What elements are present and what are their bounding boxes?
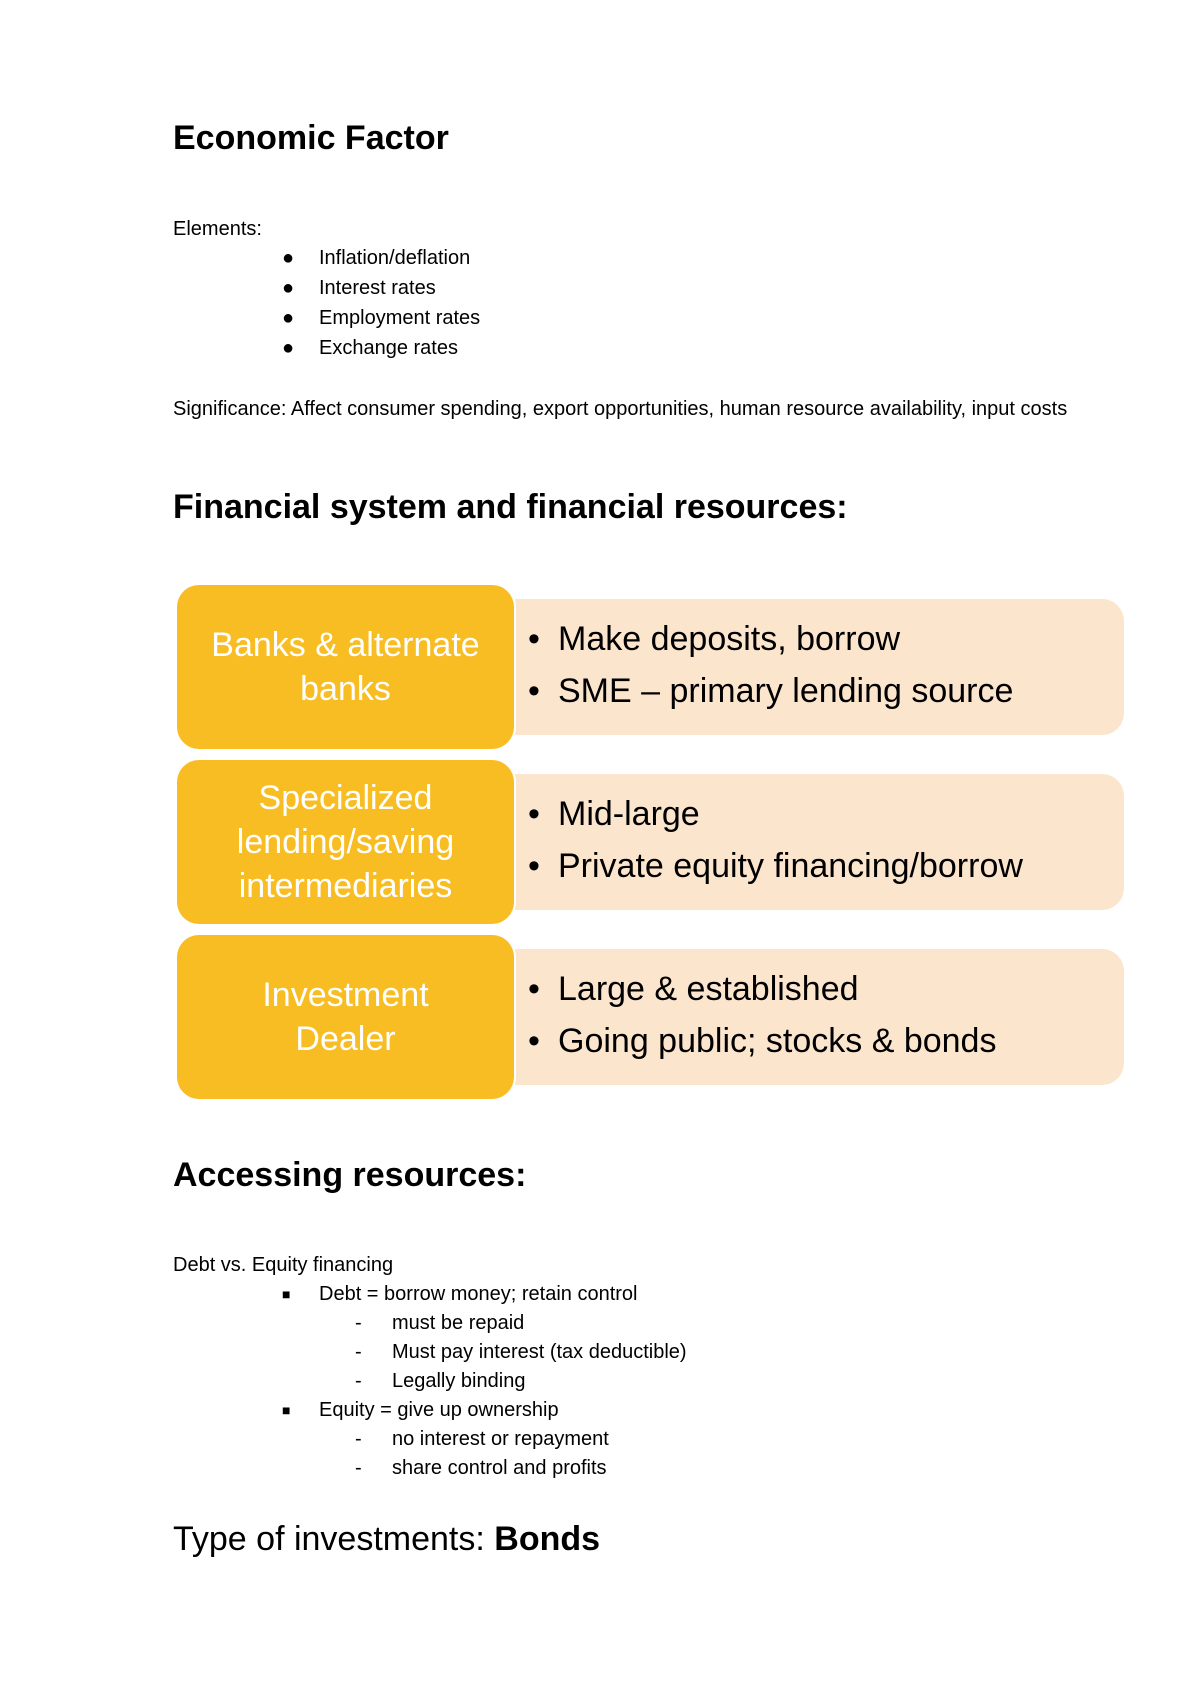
list-item-text: Legally binding: [392, 1370, 526, 1392]
list-item-text: Mid-large: [558, 795, 700, 833]
financing-intro: Debt vs. Equity financing: [173, 1254, 394, 1276]
list-item-text: must be repaid: [392, 1312, 525, 1334]
equity-item: [282, 1395, 559, 1425]
bullet-icon: ●: [282, 307, 295, 329]
bullet-icon: •: [528, 620, 540, 658]
list-item-text: Make deposits, borrow: [558, 620, 901, 658]
dash-bullet-icon: -: [355, 1457, 362, 1479]
investments-heading: [173, 1520, 600, 1559]
list-item-text: Going public; stocks & bonds: [558, 1022, 997, 1060]
bullet-icon: •: [528, 847, 540, 885]
list-item: [355, 1366, 526, 1396]
dash-bullet-icon: -: [355, 1341, 362, 1363]
list-item: [528, 1015, 996, 1067]
row-1-label-box: [177, 585, 514, 749]
list-item: [282, 273, 480, 303]
list-item-text: Large & established: [558, 970, 859, 1008]
economic-factor-heading: Economic Factor: [173, 119, 449, 157]
square-bullet-icon: ■: [282, 1402, 291, 1418]
row-3-label-box: [177, 935, 514, 1099]
row-2-label: Specialized lending/saving intermediaries: [236, 779, 455, 905]
list-item-text: Employment rates: [319, 307, 481, 329]
accessing-resources-heading: Accessing resources:: [173, 1156, 527, 1194]
bullet-icon: ●: [282, 337, 295, 359]
row-1-label: Banks & alternate banks: [211, 626, 480, 708]
list-item: [355, 1453, 607, 1483]
row-3-items: [528, 963, 996, 1067]
list-item: [528, 788, 1023, 840]
list-item-text: Inflation/deflation: [319, 247, 471, 269]
list-item-text: no interest or repayment: [392, 1428, 609, 1450]
list-item-text: Exchange rates: [319, 337, 458, 359]
list-item: [282, 303, 481, 333]
list-item-text: Interest rates: [319, 277, 436, 299]
list-item: [282, 333, 480, 363]
list-item-text: Private equity financing/borrow: [558, 847, 1023, 885]
list-item-text: SME – primary lending source: [558, 672, 1014, 710]
investments-prefix: Type of investments:: [173, 1520, 495, 1558]
investments-emphasis: Bonds: [494, 1520, 601, 1558]
list-item: [282, 243, 480, 273]
list-item: [528, 840, 1023, 892]
elements-label: Elements:: [173, 218, 262, 240]
list-item: [528, 665, 1013, 717]
list-item-text: Must pay interest (tax deductible): [392, 1341, 687, 1363]
row-1-items: [528, 613, 1013, 717]
bullet-icon: ●: [282, 277, 295, 299]
bullet-icon: ●: [282, 247, 295, 269]
bullet-icon: •: [528, 1022, 540, 1060]
list-item: [355, 1337, 687, 1367]
list-item: [355, 1424, 609, 1454]
row-3-label: Investment Dealer: [262, 976, 429, 1058]
row-2-label-box: [177, 760, 514, 924]
dash-bullet-icon: -: [355, 1370, 362, 1392]
list-item: [355, 1308, 525, 1338]
bullet-icon: •: [528, 970, 540, 1008]
list-item: [528, 613, 1013, 665]
financial-system-heading: Financial system and financial resources:: [173, 488, 848, 526]
significance-paragraph: Significance: Affect consumer spending, export opportunities, human resource availability, input costs: [173, 398, 1068, 420]
dash-bullet-icon: -: [355, 1428, 362, 1450]
debt-text: Debt = borrow money; retain control: [319, 1283, 638, 1305]
row-2-items: [528, 788, 1023, 892]
list-item-text: share control and profits: [392, 1457, 607, 1479]
equity-text: Equity = give up ownership: [319, 1399, 559, 1421]
elements-list: [282, 243, 481, 363]
bullet-icon: •: [528, 795, 540, 833]
square-bullet-icon: ■: [282, 1286, 291, 1302]
dash-bullet-icon: -: [355, 1312, 362, 1334]
list-item: [528, 963, 996, 1015]
debt-item: [282, 1279, 638, 1309]
bullet-icon: •: [528, 672, 540, 710]
